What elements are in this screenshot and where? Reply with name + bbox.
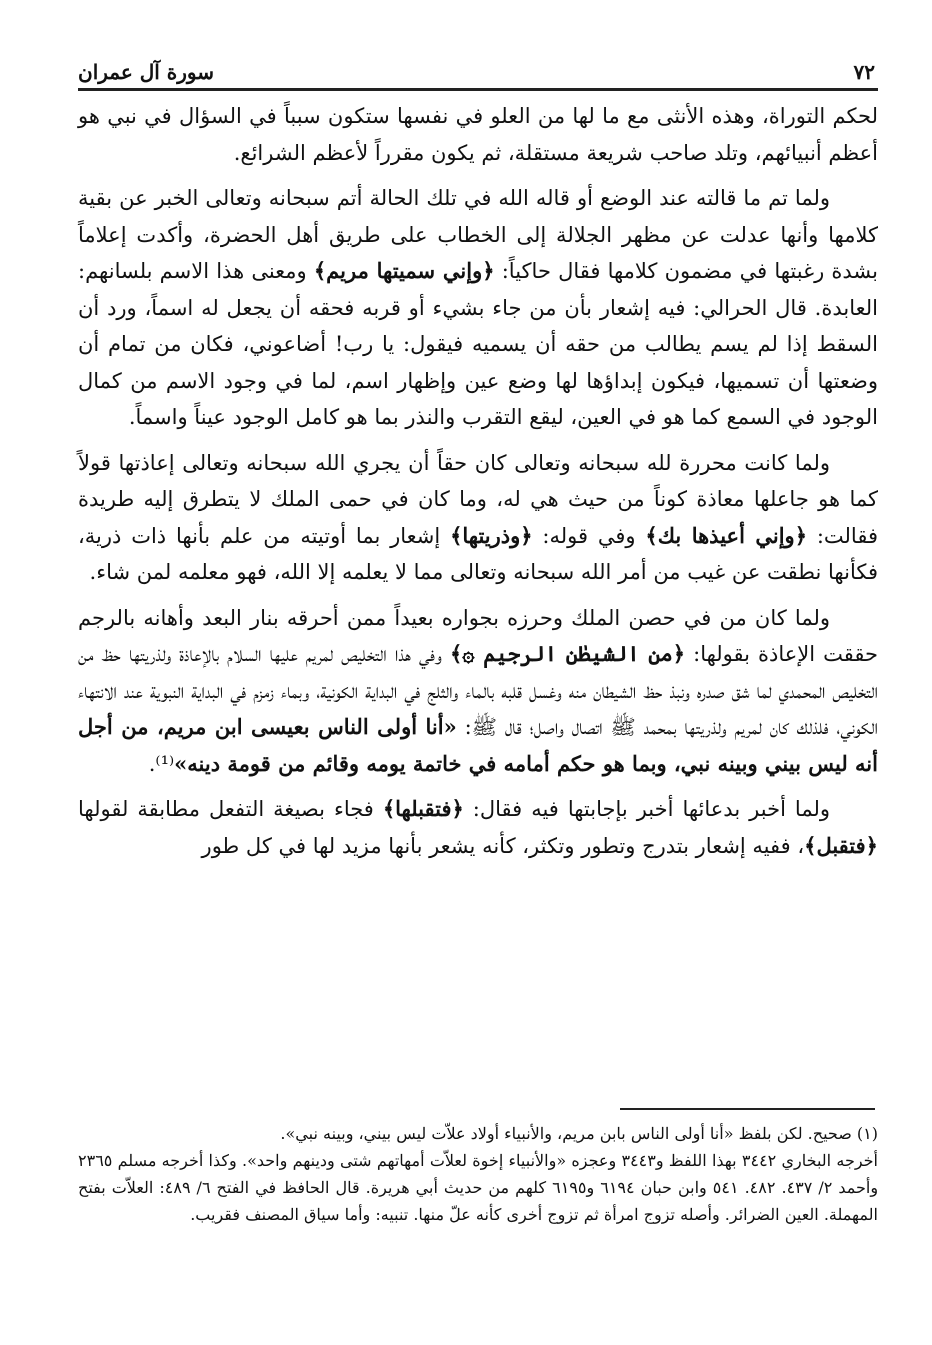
quotation: ﴿فتقبل﴾ bbox=[804, 832, 878, 858]
text-segment: ، ففيه إشعار بتدرج وتطور وتكثر، كأنه يشعر بأنها مزيد لها في كل طور bbox=[201, 833, 805, 858]
page-number: ٧٢ bbox=[853, 60, 875, 84]
paragraph bbox=[78, 600, 878, 783]
text-segment: وفي قوله: bbox=[532, 523, 646, 548]
quotation: ﴿من الشيطٰن الرجيم ۞﴾ bbox=[449, 641, 686, 666]
text-segment: ولما أخبر بدعائها أخبر بإجابتها فيه فقال: bbox=[463, 797, 830, 821]
footnote-rule bbox=[620, 1108, 875, 1110]
footnote-line: (١) صحيح. لكن بلفظ «أنا أولى الناس بابن مريم، والأنبياء أولاد علاّت ليس بيني، وبينه نبي». bbox=[280, 1124, 878, 1143]
quotation: ﴿فتقبلها﴾ bbox=[382, 796, 464, 821]
paragraph bbox=[78, 791, 878, 864]
surah-title: سورة آل عمران bbox=[78, 60, 215, 84]
text-segment: ولما كان من في حصن الملك وحرزه بجواره بعيداً ممن أحرقه بنار البعد وأهانه بالرجم حققت الإعاذة بقولها: bbox=[78, 605, 878, 666]
text-segment: وفي هذا التخليص لمريم عليها السلام بالإعاذة ولذريتها حظ من التخليص المحمدي لما شق صدره ونبذ حظ الشيطان منه وغسل قلبه بالماء والثلج في البداية الكونية، وبماء زمزم في البداية النبوية عند الانتهاء الكوني، فلذلك كان لمريم ولذريتها بمحمد ﷺ اتصال واصل؛ قال ﷺ: bbox=[78, 642, 878, 739]
text-segment: ومعنى هذا الاسم بلسانهم: العابدة. قال الحرالي: فيه إشعار بأن من جاء بشيء أو قربه فحقه أن يجعل له اسماً، ورد أن السقط إذا لم يسم يطالب من حقه أن يسميه فيقول: يا رب! أضاعوني، فكان من تمام أن وضعتها أن تسميها، فيكون إبداؤها لها وضع عين وإظهار اسم، لما في وجود الاسم من كمال الوجود في السمع كما هو في العين، ليقع التقرب والنذر بما هو كامل الوجود عيناً واسماً. bbox=[78, 259, 878, 429]
footnote bbox=[78, 1120, 878, 1228]
text-segment: ولما تم ما قالته عند الوضع أو قاله الله في تلك الحالة أتم سبحانه وتعالى الخبر عن بقية كلامها وأنها عدلت عن مظهر الجلالة إلى الخطاب على طريق أهل الحضرة، وأكدت إعلاماً بشدة رغبتها في مضمون كلامها فقال حاكياً: bbox=[78, 186, 878, 283]
footnote-line: أخرجه البخاري ٣٤٤٢ بهذا اللفظ و٣٤٤٣ وعجزه «والأنبياء إخوة لعلاّت أمهاتهم شتى ودينهم واحد». وكذا أخرجه مسلم ٢٣٦٥ وأحمد ٢/ ٤٣٧. ٤٨٢. ٥٤١ وابن حبان ٦١٩٤ و٦١٩٥ كلهم من حديث أبي هريرة. قال الحافظ في الفتح ٦/ ٤٨٩: العلاّت بفتح المهملة. العين الضرائر. وأصله تزوج امرأة ثم تزوج أخرى كأنه علّ منها. تنبيه: وأما سياق المصنف فقريب. bbox=[78, 1151, 879, 1224]
text-segment: ⁽¹⁾. bbox=[148, 751, 175, 776]
text-segment: فجاء بصيغة التفعل مطابقة لقولها bbox=[78, 797, 383, 821]
quotation: ﴿وذريتها﴾ bbox=[450, 522, 533, 548]
body-text bbox=[78, 98, 878, 873]
text-segment: إشعار بما أوتيته من علم بأنها ذات ذرية، فكأنها نطقت عن غيب من أمر الله سبحانه وتعالى مما لا يعلمه إلا الله، فهو معلمه لمن شاء. bbox=[78, 523, 878, 584]
paragraph bbox=[78, 445, 878, 591]
quotation: ﴿وإني سميتها مريم﴾ bbox=[313, 258, 495, 283]
paragraph bbox=[78, 180, 878, 436]
header-rule bbox=[78, 88, 878, 91]
quotation: ﴿وإني أعيذها بك﴾ bbox=[645, 522, 807, 548]
text-segment: لحكم التوراة، وهذه الأنثى مع ما لها من العلو في نفسها ستكون سبباً في السؤال في نبي هو أعظم أنبيائهم، وتلد صاحب شريعة مستقلة، ثم يكون مقرراً لأعظم الشرائع. bbox=[78, 104, 878, 165]
text-segment: ولما كانت محررة لله سبحانه وتعالى كان حقاً أن يجري الله سبحانه وتعالى إعاذتها قولاً كما هو جاعلها معاذة كوناً من حيث هي له، وما كان في حمى الملك لا يتطرق إليه طريدة فقالت: bbox=[78, 450, 878, 548]
running-header bbox=[78, 60, 875, 88]
quotation: «أنا أولى الناس بعيسى ابن مريم، من أجل أنه ليس بيني وبينه نبي، وبما هو حكم أمامه في خاتمة يومه وقائم من قومة دينه» bbox=[78, 714, 878, 776]
paragraph bbox=[78, 98, 878, 171]
